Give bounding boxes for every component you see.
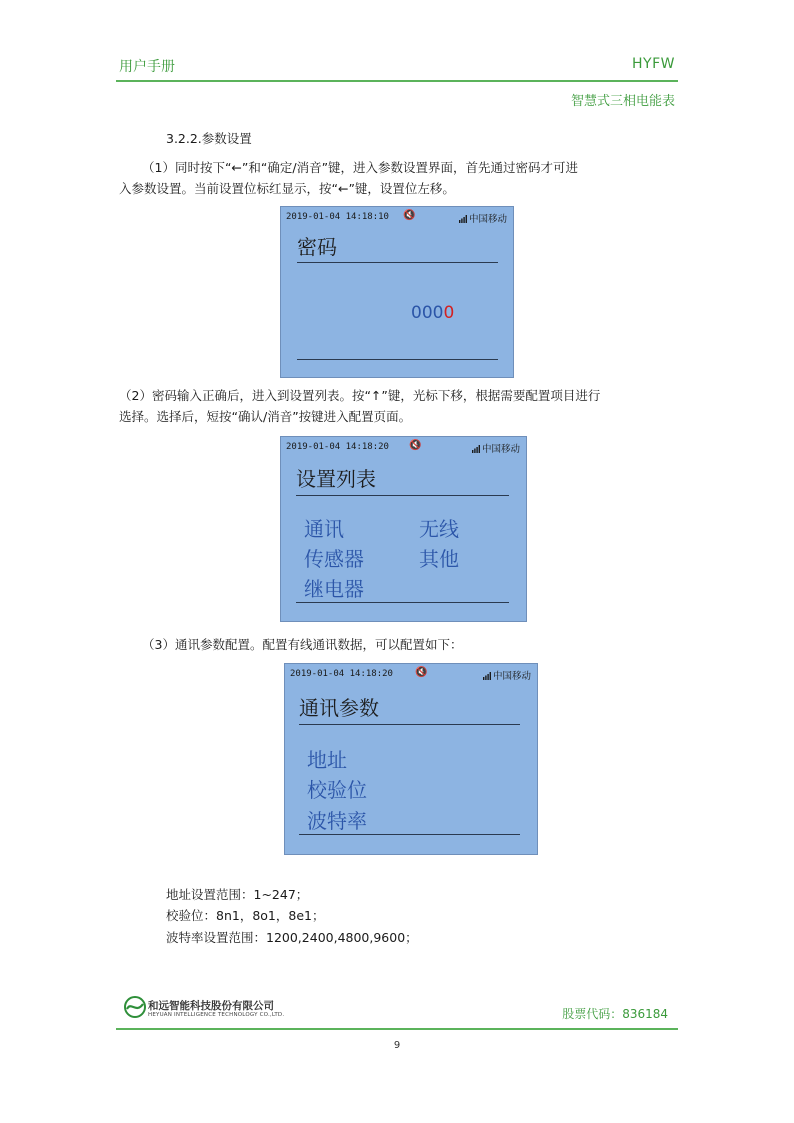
menu-item-address[interactable]: 地址 <box>307 748 347 772</box>
menu-item-other[interactable]: 其他 <box>419 547 459 571</box>
signal-icon <box>472 445 480 453</box>
paragraph-1-line-1: （1）同时按下“←”和“确定/消音”键，进入参数设置界面，首先通过密码才可进 <box>142 160 579 175</box>
carrier-name: 中国移动 <box>468 214 507 225</box>
paragraph-2-line-1: （2）密码输入正确后，进入到设置列表。按“↑”键，光标下移，根据需要配置项目进行 <box>119 388 601 403</box>
signal-icon <box>483 672 491 680</box>
menu-item-comm[interactable]: 通讯 <box>304 517 344 541</box>
company-logo-icon <box>124 996 146 1018</box>
bottom-divider <box>296 602 509 603</box>
page-number: 9 <box>393 1040 401 1051</box>
password-value <box>411 303 454 323</box>
screen-title: 设置列表 <box>296 467 376 491</box>
company-name-en: HEYUAN INTELLIGENCE TECHNOLOGY CO.,LTD. <box>148 1012 285 1018</box>
note-baud: 波特率设置范围：1200,2400,4800,9600； <box>166 930 418 945</box>
title-divider <box>297 262 498 263</box>
footer-divider <box>116 1028 678 1030</box>
mute-icon: 🔇 <box>409 440 422 451</box>
mute-icon: 🔇 <box>403 210 416 221</box>
header-title: 用户手册 <box>119 59 175 75</box>
paragraph-1-line-2: 入参数设置。当前设置位标红显示，按“←”键，设置位左移。 <box>119 181 455 196</box>
settings-list-screen <box>280 436 527 622</box>
menu-item-parity[interactable]: 校验位 <box>307 778 367 802</box>
password-active-digit: 0 <box>443 303 455 323</box>
bottom-divider <box>297 359 498 360</box>
title-divider <box>299 724 520 725</box>
status-datetime: 2019-01-04 14:18:20 <box>290 669 393 679</box>
screen-title: 通讯参数 <box>299 696 379 720</box>
bottom-divider <box>299 834 520 835</box>
menu-item-baud[interactable]: 波特率 <box>307 809 367 833</box>
status-datetime: 2019-01-04 14:18:10 <box>286 212 389 222</box>
comm-params-screen <box>284 663 538 855</box>
section-heading: 3.2.2.参数设置 <box>166 131 252 146</box>
carrier-indicator <box>483 668 531 682</box>
status-datetime: 2019-01-04 14:18:20 <box>286 442 389 452</box>
header-divider <box>116 80 678 82</box>
header-brand: HYFW <box>632 56 675 72</box>
screen-title: 密码 <box>297 235 337 259</box>
password-screen <box>280 206 514 378</box>
carrier-indicator <box>472 441 520 455</box>
carrier-name: 中国移动 <box>492 671 531 682</box>
menu-item-wireless[interactable]: 无线 <box>419 517 459 541</box>
header-subtitle: 智慧式三相电能表 <box>570 94 675 109</box>
paragraph-2-line-2: 选择。选择后，短按“确认/消音”按键进入配置页面。 <box>119 409 412 424</box>
signal-icon <box>459 215 467 223</box>
menu-item-relay[interactable]: 继电器 <box>304 577 364 601</box>
password-digits: 000 <box>411 303 444 323</box>
carrier-indicator <box>459 211 507 225</box>
stock-code: 股票代码：836184 <box>562 1007 668 1021</box>
note-parity: 校验位：8n1，8o1，8e1； <box>166 908 325 923</box>
paragraph-3: （3）通讯参数配置。配置有线通讯数据，可以配置如下： <box>142 637 463 652</box>
mute-icon: 🔇 <box>415 667 428 678</box>
title-divider <box>296 495 509 496</box>
note-address: 地址设置范围：1~247； <box>166 887 309 902</box>
company-name-cn: 和远智能科技股份有限公司 <box>148 1000 274 1012</box>
carrier-name: 中国移动 <box>481 444 520 455</box>
menu-item-sensor[interactable]: 传感器 <box>304 547 364 571</box>
